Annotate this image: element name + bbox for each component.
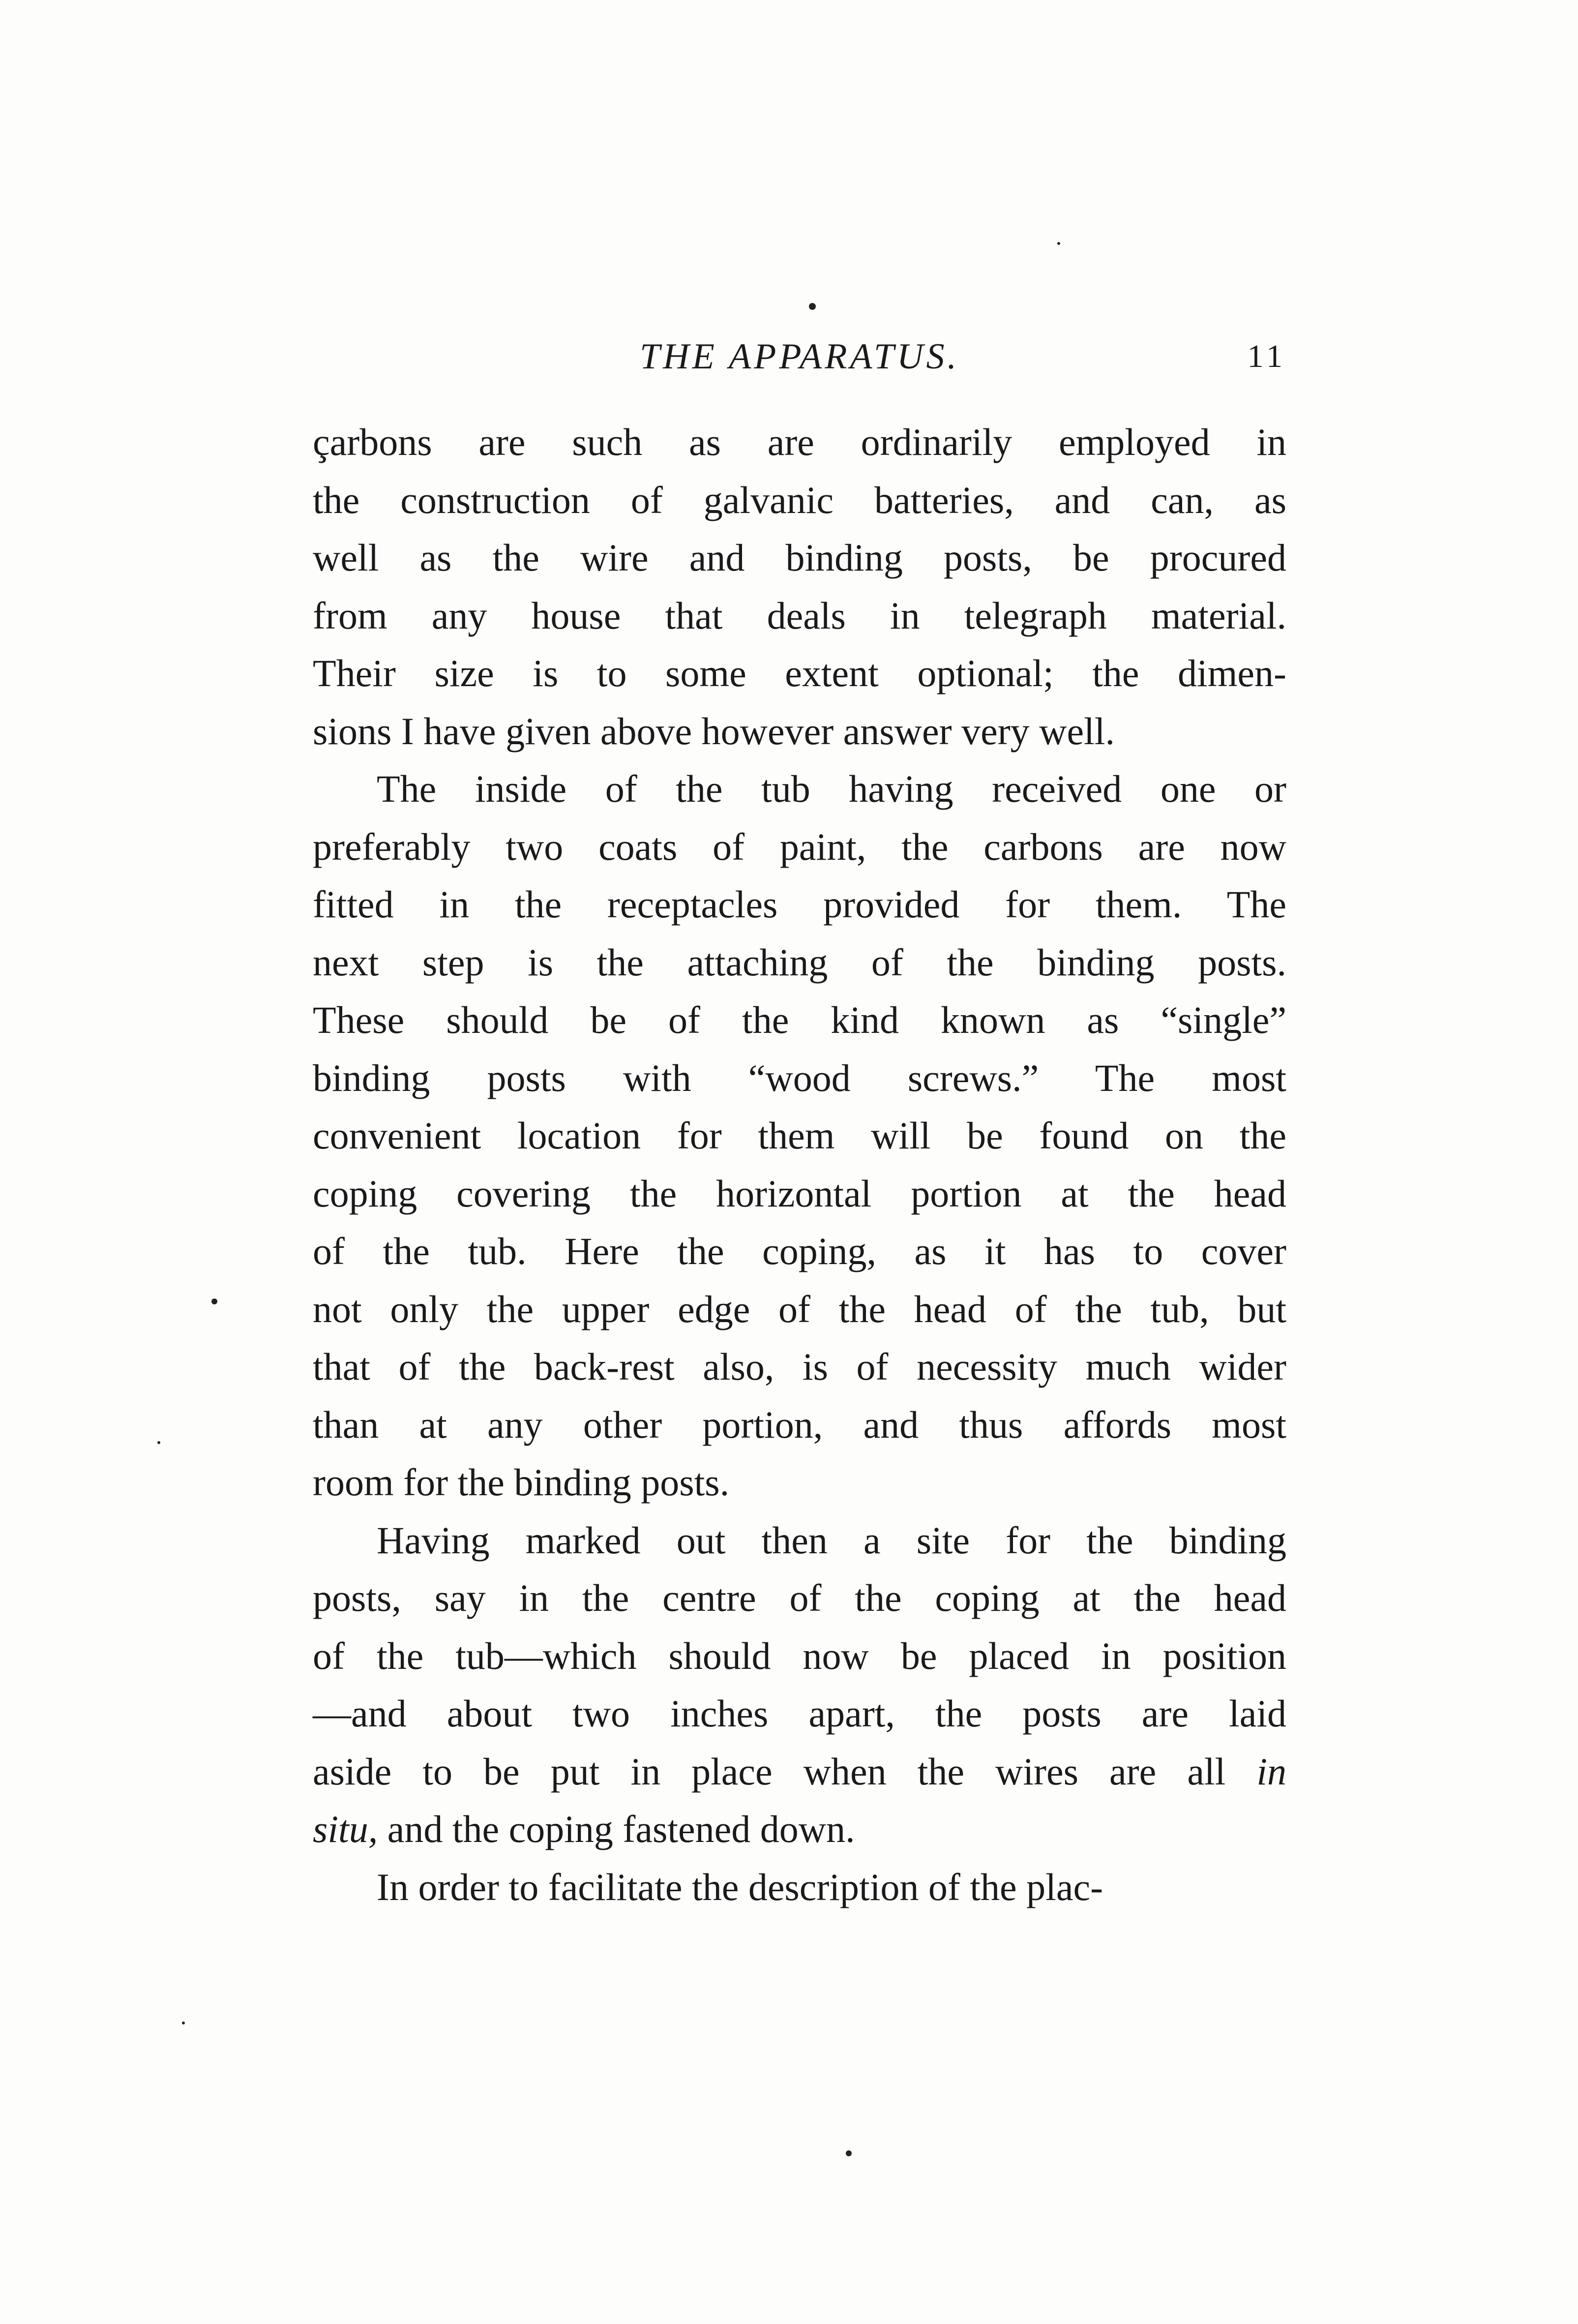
italic-word: situ, (313, 1808, 378, 1850)
text-line: next step is the attaching of the binding posts. (313, 940, 1286, 984)
text-line: the construction of galvanic batteries, and can, as (313, 478, 1286, 521)
text-line: The inside of the tub having received one or (377, 767, 1286, 810)
running-head (313, 334, 1286, 379)
text-line: —and about two inches apart, the posts are laid (313, 1692, 1286, 1735)
text-line: preferably two coats of paint, the carbons are now (313, 825, 1286, 868)
text-line: from any house that deals in telegraph material. (313, 594, 1286, 637)
print-speck (157, 1441, 160, 1444)
text-line: fitted in the receptacles provided for them. The (313, 883, 1286, 926)
text-line: binding posts with “wood screws.” The most (313, 1056, 1286, 1099)
text-line: of the tub. Here the coping, as it has to cover (313, 1230, 1286, 1272)
text-line: that of the back-rest also, is of necessity much wider (313, 1345, 1286, 1388)
text-line: In order to facilitate the description of the plac- (377, 1865, 1103, 1908)
print-speck (211, 1298, 217, 1304)
text-line: than at any other portion, and thus affords most (313, 1403, 1286, 1446)
page-number: 11 (1247, 338, 1286, 374)
print-speck (809, 303, 816, 310)
text-line (313, 1800, 1286, 1858)
text-line: not only the upper edge of the head of the tub, but (313, 1287, 1286, 1330)
text-line: These should be of the kind known as “single” (313, 998, 1286, 1041)
text-line: posts, say in the centre of the coping at the head (313, 1576, 1286, 1619)
text-line: convenient location for them will be found on the (313, 1114, 1286, 1157)
italic-word: in (1256, 1750, 1287, 1793)
text-line: Having marked out then a site for the binding (377, 1518, 1286, 1562)
body-text (313, 413, 1286, 1916)
line-text: aside to be put in place when the wires are all (313, 1750, 1226, 1793)
running-title: THE APPARATUS. (640, 336, 959, 377)
print-speck (846, 2150, 852, 2156)
text-line: çarbons are such as are ordinarily employed in (313, 421, 1286, 463)
text-line: room for the binding posts. (313, 1461, 730, 1504)
text-line (313, 1743, 1286, 1801)
text-line: well as the wire and binding posts, be procured (313, 536, 1286, 579)
text-line: Their size is to some extent optional; the dimen- (313, 652, 1286, 694)
print-speck (182, 2022, 185, 2024)
print-speck (1057, 242, 1060, 245)
text-line: coping covering the horizontal portion at the head (313, 1172, 1286, 1215)
line-text: and the coping fastened down. (387, 1808, 855, 1850)
text-line: of the tub—which should now be placed in position (313, 1634, 1286, 1677)
text-line: sions I have given above however answer very well. (313, 709, 1115, 753)
